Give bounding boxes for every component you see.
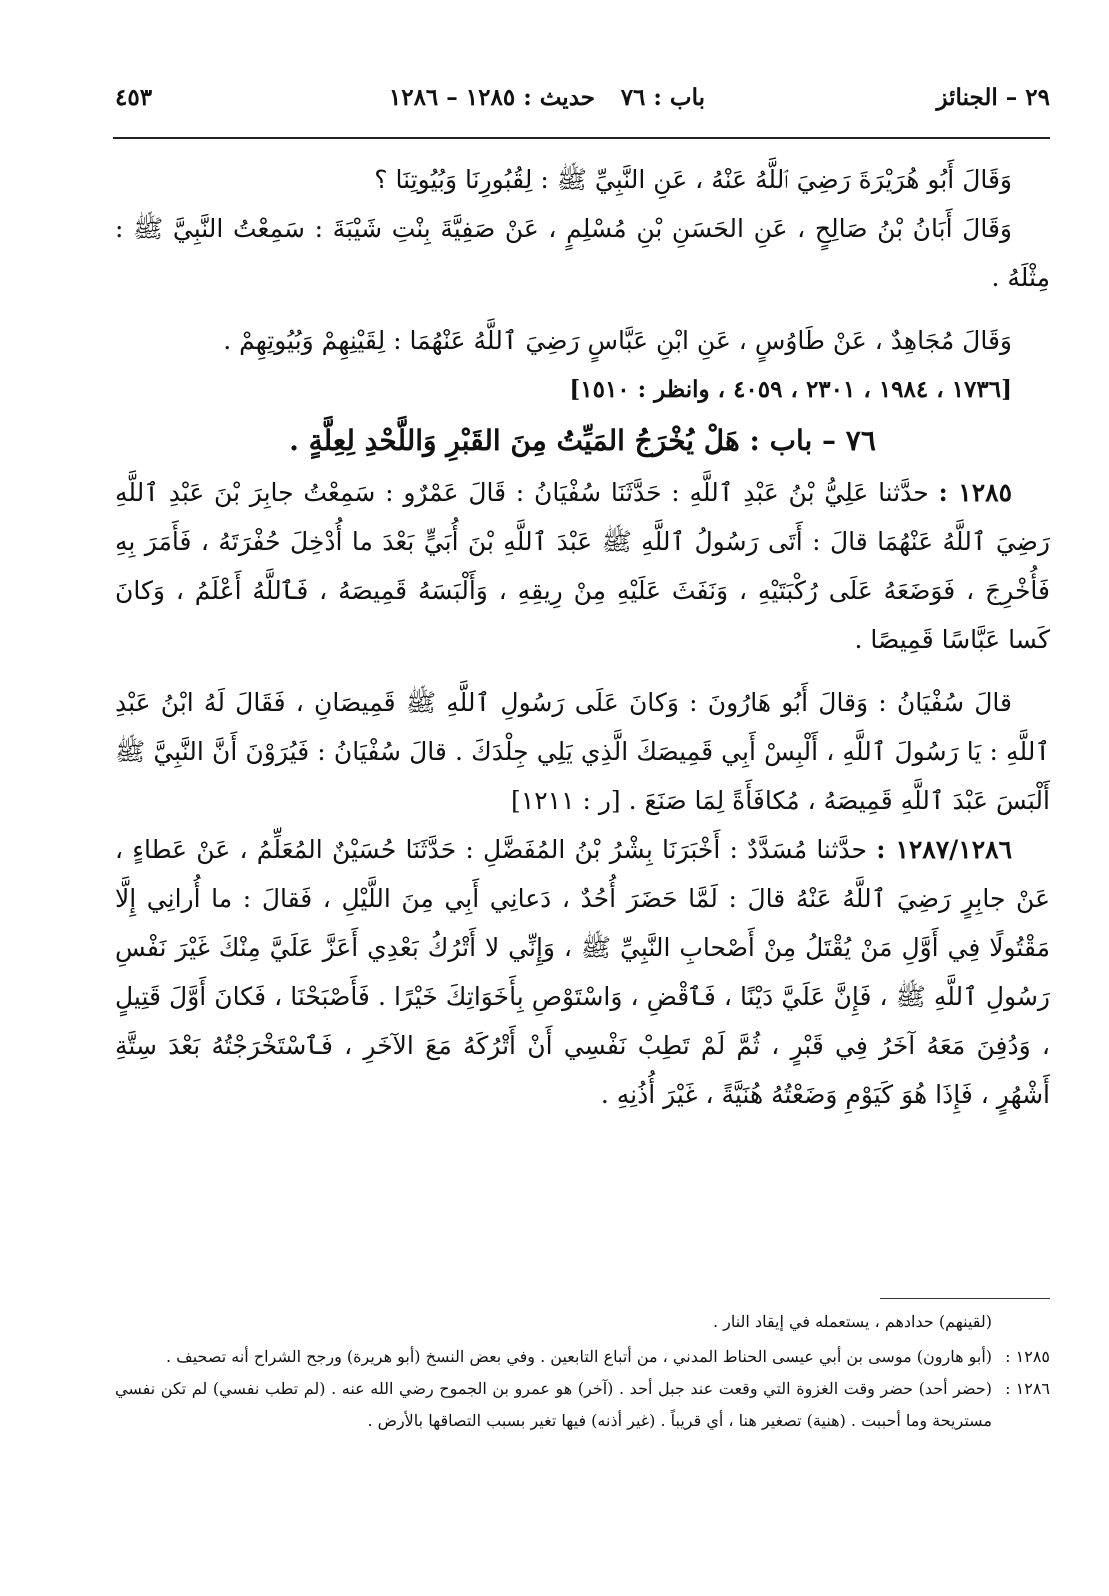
header-hadith-range: حديث : ١٢٨٥ – ١٢٨٦ xyxy=(388,84,595,111)
hadith-text: حدَّثنا عَلِيُّ بْنُ عَبْدِ ٱللَّهِ : حَدَّثَنَا سُفْيَانُ : قَالَ عَمْرٌو : سَمِعْتُ جابِرَ بْنَ عَبْدِ ٱللَّهِ رَضِيَ ٱللَّهُ عَنْهُمَا قالَ : أَتَى رَسُولُ ٱللَّهِ ﷺ عَبْدَ ٱللَّهِ بْنَ أُبَيٍّ بَعْدَ ما أُدْخِلَ حُفْرَتَهُ ، فَأَمَرَ بِهِ فَأُخْرِجَ ، فَوَضَعَهُ عَلَى رُكْبَتَيْهِ ، وَنَفَثَ عَلَيْهِ مِنْ رِيقِهِ ، وَأَلْبَسَهُ قَمِيصَهُ ، فَٱللَّهُ أَعْلَمُ ، وَكانَ كَسا عَبَّاسًا قَمِيصًا . xyxy=(115,478,1050,654)
footnote-text: (حضر أحد) حضر وقت الغزوة التي وقعت عند جبل أحد . (آخر) هو عمرو بن الجموح رضي الله عنه . (لم تطب نفسي) لم تكن نفسي مستريحة وما أحببت . (هنية) تصغير هنا ، أي قريباً . (غير أذنه) فيها تغير بسبب التصاقها بالأرض . xyxy=(115,1379,992,1430)
header-rule xyxy=(113,137,1050,139)
page-header xyxy=(115,84,1050,124)
footnote-rule xyxy=(880,1298,1050,1299)
paragraph-abu-hurayra: وَقَالَ أَبُو هُرَيْرَةَ رَضِيَ ٱللَّهُ عَنْهُ ، عَنِ النَّبِيِّ ﷺ : لِقُبُورِنَا وَبُيُوتِنَا ؟ xyxy=(374,165,1012,194)
page-number: ٤٥٣ xyxy=(115,84,153,111)
footnote xyxy=(115,1341,1050,1373)
hadith-1285 xyxy=(115,468,1050,664)
footnotes xyxy=(115,1306,1050,1437)
hadith-number: ١٢٨٧/١٢٨٦ : xyxy=(876,835,1012,864)
spacer xyxy=(115,302,1050,316)
footnote-number: ١٢٨٥ : xyxy=(1005,1347,1050,1366)
hadith-text: حدَّثنا مُسَدَّدٌ : أَخْبَرَنَا بِشْرُ بْنُ المُفَضَّلِ : حَدَّثَنَا حُسَيْنٌ المُعَلِّمُ ، عَنْ عَطاءٍ ، عَنْ جابِرٍ رَضِيَ ٱللَّهُ عَنْهُ قالَ : لَمَّا حَضَرَ أُحُدٌ ، دَعانِي أَبِي مِنَ اللَّيْلِ ، فَقالَ : ما أُرانِي إِلَّا مَقْتُولًا فِي أَوَّلِ مَنْ يُقْتَلُ مِنْ أَصْحابِ النَّبِيِّ ﷺ ، وَإِنِّي لا أَتْرُكُ بَعْدِي أَعَزَّ عَلَيَّ مِنْكَ غَيْرَ نَفْسِ رَسُولِ ٱللَّهِ ﷺ ، فَإِنَّ عَلَيَّ دَيْنًا ، فَٱقْضِ ، وَاسْتَوْصِ بِأَخَوَاتِكَ خَيْرًا . فَأَصْبَحْنَا ، فَكانَ أَوَّلَ قَتِيلٍ ، وَدُفِنَ مَعَهُ آخَرُ فِي قَبْرٍ ، ثُمَّ لَمْ تَطِبْ نَفْسِي أَنْ أَتْرُكَهُ مَعَ الآخَرِ ، فَٱسْتَخْرَجْتُهُ بَعْدَ سِتَّةِ أَشْهُرٍ ، فَإِذَا هُوَ كَيَوْمِ وَضَعْتُهُ هُنَيَّةً ، غَيْرَ أُذُنِهِ . xyxy=(115,835,1051,1109)
cross-references: [١٧٣٦ ، ١٩٨٤ ، ٢٣٠١ ، ٤٠٥٩ ، وانظر : ١٥١٠] xyxy=(569,376,1012,403)
main-text xyxy=(115,155,1050,1119)
paragraph-aban: وَقَالَ أَبَانُ بْنُ صَالِحٍ ، عَنِ الحَسَنِ بْنِ مُسْلِمٍ ، عَنْ صَفِيَّةَ بِنْتِ شَيْبَةَ : سَمِعْتُ النَّبِيَّ ﷺ : مِثْلَهُ . xyxy=(115,214,1050,292)
spacer xyxy=(115,664,1050,678)
hadith-1286 xyxy=(115,825,1050,1119)
paragraph-mujahid: وَقَالَ مُجَاهِدٌ ، عَنْ طَاوُسٍ ، عَنِ ابْنِ عَبَّاسٍ رَضِيَ ٱللَّهُ عَنْهُمَا : لِقَيْنِهِمْ وَبُيُوتِهِمْ . xyxy=(223,326,1012,355)
footnote xyxy=(115,1373,1050,1437)
hadith-number: ١٢٨٥ : xyxy=(938,478,1012,507)
footnote: (لقينهم) حدادهم ، يستعمله في إيقاد النار . xyxy=(712,1312,992,1331)
chapter-title: ٧٦ – باب : هَلْ يُخْرَجُ المَيِّتُ مِنَ القَبْرِ وَاللَّحْدِ لِعِلَّةٍ . xyxy=(289,424,876,457)
header-bab: باب : ٧٦ xyxy=(620,84,705,111)
footnote-number: ١٢٨٦ : xyxy=(1005,1379,1050,1398)
paragraph-sufyan: قالَ سُفْيَانُ : وَقالَ أَبُو هَارُونَ : وَكانَ عَلَى رَسُولِ ٱللَّهِ ﷺ قَمِيصَانِ ، فَقَالَ لَهُ ابْنُ عَبْدِ ٱللَّهِ : يَا رَسُولَ ٱللَّهِ ، أَلْبِسْ أَبِي قَمِيصَكَ الَّذِي يَلِي جِلْدَكَ . قالَ سُفْيَانُ : فَيُرَوْنَ أَنَّ النَّبِيَّ ﷺ أَلْبَسَ عَبْدَ ٱللَّهِ قَمِيصَهُ ، مُكافَأَةً لِمَا صَنَعَ . [ر : ١٢١١] xyxy=(115,688,1050,815)
header-chapter: ٢٩ – الجنائز xyxy=(936,84,1050,111)
footnote-text: (أبو هارون) موسى بن أبي عيسى الحناط المدني ، من أتباع التابعين . وفي بعض النسخ (أبو هريرة) ورجح الشراح أنه تصحيف . xyxy=(165,1347,992,1366)
